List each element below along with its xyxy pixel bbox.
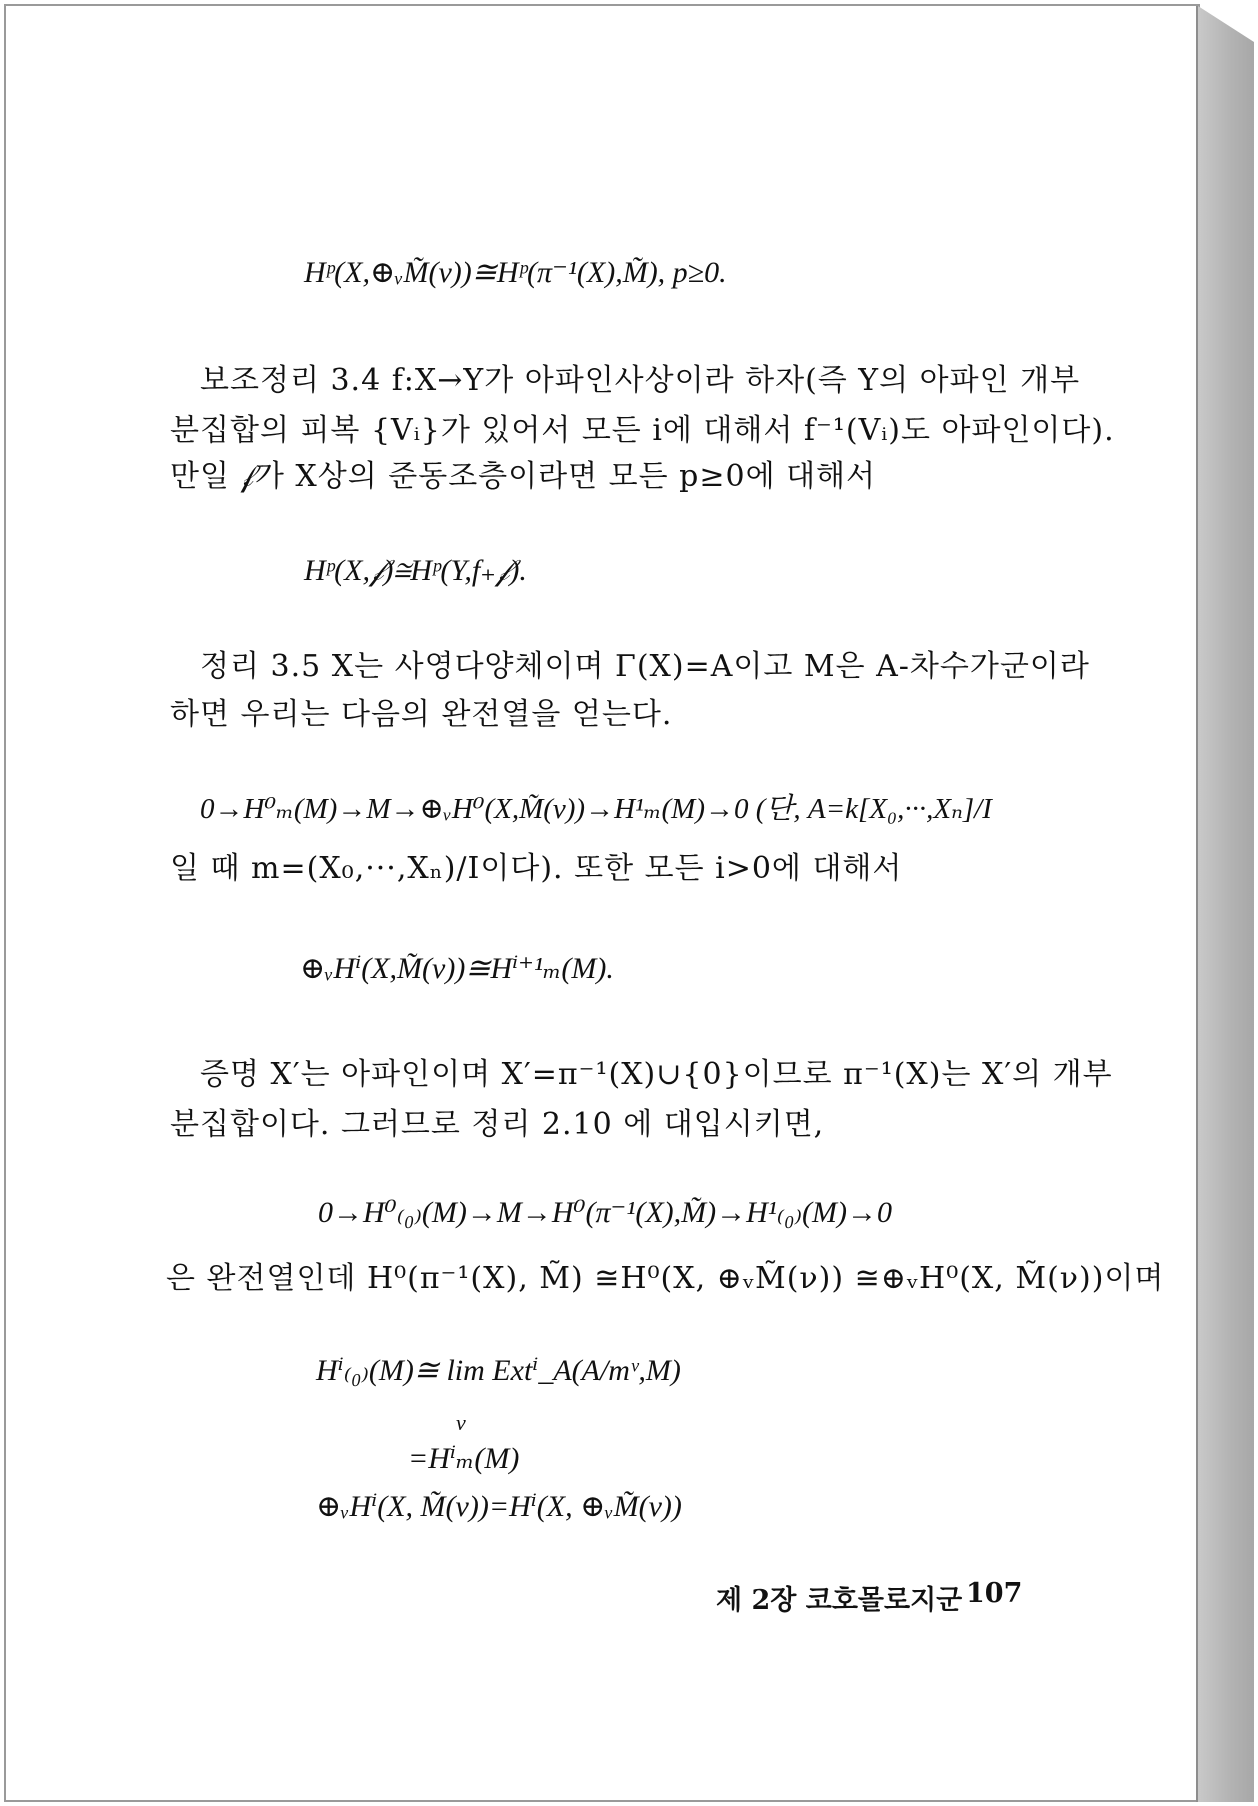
lemma-line-2: 분집합의 피복 {Vᵢ}가 있어서 모든 i에 대해서 f⁻¹(Vᵢ)도 아파인이다).	[170, 413, 1115, 448]
chapter-title: 제 2장 코호몰로지군	[716, 1585, 963, 1616]
book-spine	[1198, 6, 1254, 1802]
theorem-line-3: 일 때 m=(X₀,···,Xₙ)/I이다). 또한 모든 i>0에 대해서	[170, 851, 903, 886]
equation-3: 0→H⁰ₘ(M)→M→⊕ᵥH⁰(X,M̃(ν))→H¹ₘ(M)→0 (단, A=k[X₀,···,Xₙ]/I	[200, 793, 992, 825]
proof-line-2: 분집합이다. 그러므로 정리 2.10 에 대입시키면,	[170, 1107, 825, 1142]
limit-subscript: ν	[456, 1410, 466, 1435]
proof-line-3: 은 완전열인데 H⁰(π⁻¹(X), M̃) ≅H⁰(X, ⊕ᵥM̃(ν)) ≅⊕ᵥH⁰(X, M̃(ν))이며	[166, 1261, 1165, 1296]
equation-8: ⊕ᵥHⁱ(X, M̃(ν))=Hⁱ(X, ⊕ᵥM̃(ν))	[316, 1490, 682, 1523]
theorem-line-2: 하면 우리는 다음의 완전열을 얻는다.	[170, 697, 673, 732]
equation-2: Hᵖ(X,𝒻)≅Hᵖ(Y,f₊𝒻).	[304, 554, 527, 587]
equation-5: 0→H⁰₍₀₎(M)→M→H⁰(π⁻¹(X),M̃)→H¹₍₀₎(M)→0	[318, 1196, 892, 1229]
equation-4: ⊕ᵥHⁱ(X,M̃(ν))≅Hⁱ⁺¹ₘ(M).	[300, 952, 614, 985]
equation-6: Hⁱ₍₀₎(M)≅ lim Extⁱ_A(A/mᵛ,M)	[316, 1354, 681, 1387]
page-number: 107	[966, 1578, 1023, 1609]
equation-7: =Hⁱₘ(M)	[408, 1442, 520, 1475]
lemma-line-1: 보조정리 3.4 f:X→Y가 아파인사상이라 하자(즉 Y의 아파인 개부	[200, 363, 1081, 398]
equation-1: Hᵖ(X,⊕ᵥM̃(ν))≅Hᵖ(π⁻¹(X),M̃), p≥0.	[304, 256, 727, 289]
theorem-line-1: 정리 3.5 X는 사영다양체이며 Γ(X)=A이고 M은 A-차수가군이라	[200, 649, 1090, 684]
proof-line-1: 증명 X′는 아파인이며 X′=π⁻¹(X)∪{0}이므로 π⁻¹(X)는 X′의 개부	[200, 1057, 1113, 1092]
lemma-line-3: 만일 𝒻가 X상의 준동조층이라면 모든 p≥0에 대해서	[170, 459, 877, 494]
